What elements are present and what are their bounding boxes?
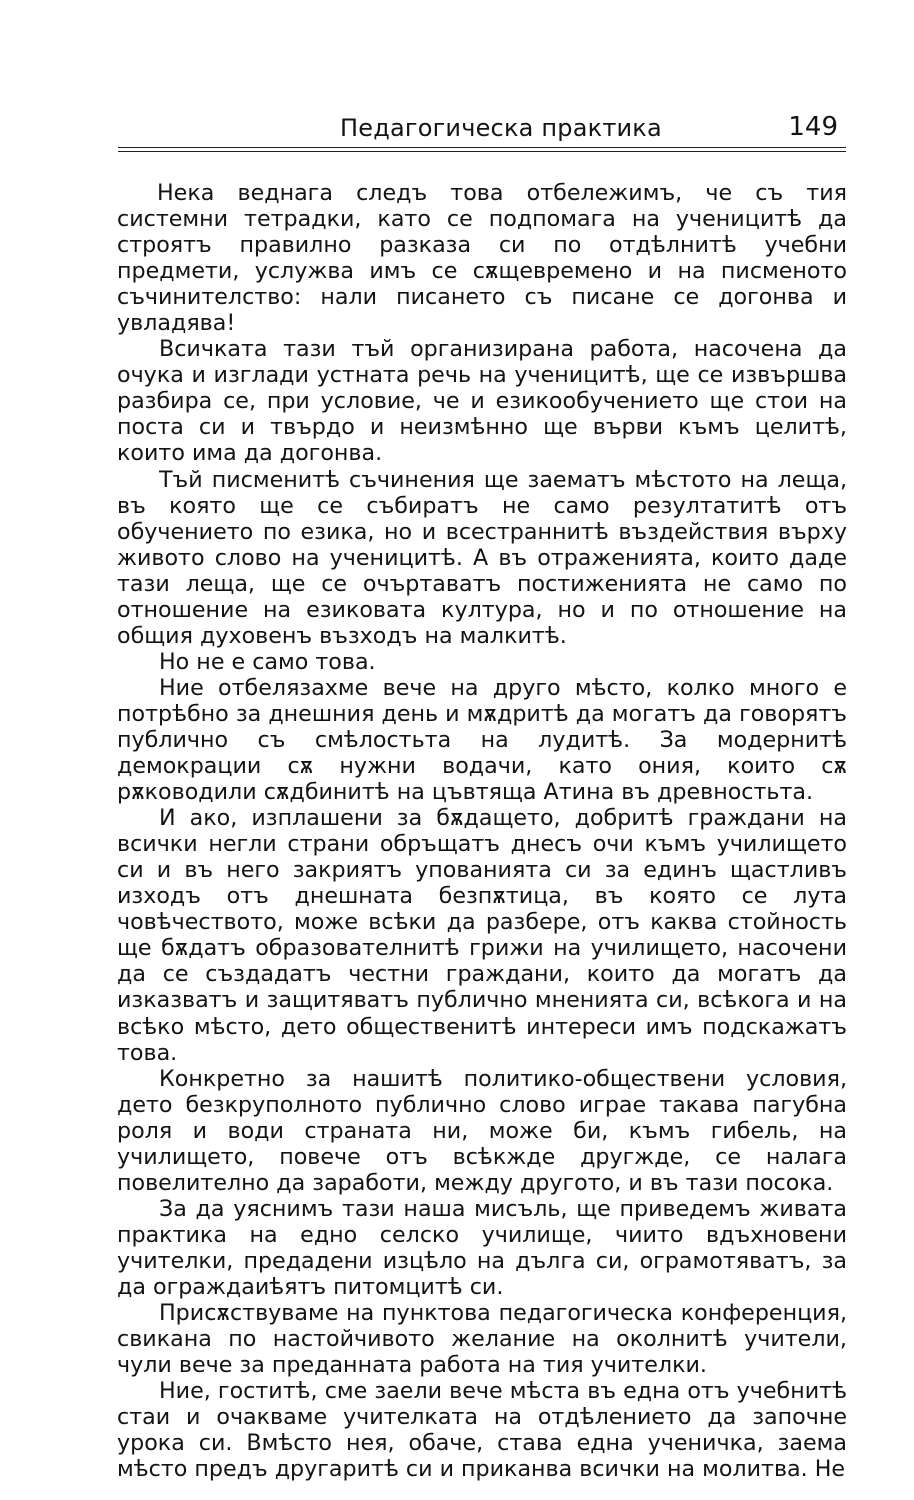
- paragraph: Всичката тази тъй организирана работа, насочена да очука и изглади устната речь на ученицитѣ, ще се извършва разбира се, при условие, че и езикообучението ще стои на поста си и твърдо и неизмѣнно ще върви къмъ целитѣ, които има да догонва.: [117, 336, 847, 467]
- paragraph: Тъй писменитѣ съчинения ще заематъ мѣстото на леща, въ която ще се събиратъ не само резултатитѣ отъ обучението по езика, но и всестраннитѣ въздействия върху живото слово на ученицитѣ. А въ отраженията, които даде тази леща, ще се очъртаватъ постиженията не само по отношение на езиковата култура, но и по отношение на общия духовенъ възходъ на малкитѣ.: [117, 466, 847, 649]
- paragraph: Присѫствуваме на пунктова педагогическа конференция, свикана по настойчивото желание на околнитѣ учители, чули вече за преданната работа на тия учителки.: [117, 1300, 847, 1379]
- header-rule: [118, 147, 846, 148]
- paragraph: Ние, гоститѣ, сме заели вече мѣста въ една отъ учебнитѣ стаи и очакваме учителката на отдѣлението да започне урока си. Вмѣсто нея, обаче, става една ученичка, заема мѣсто предъ другаритѣ си и приканва всички на молитва. Не: [117, 1378, 847, 1483]
- body-text: [117, 180, 847, 1482]
- paragraph: Ние отбелязахме вече на друго мѣсто, колко много е потрѣбно за днешния день и мѫдритѣ да могатъ да говорятъ публично съ смѣлостьта на лудитѣ. За модернитѣ демокрации сѫ нужни водачи, като ония, които сѫ рѫководили сѫдбинитѣ на цъвтяща Атина въ древностьта.: [117, 674, 847, 806]
- page-header: [118, 112, 846, 152]
- page-number: 149: [788, 112, 838, 142]
- paragraph: Конкретно за нашитѣ политико-обществени условия, дето безкруполното публично слово играе такава пагубна роля и води страната ни, може би, къмъ гибель, на училището, повече отъ всѣкжде другжде, се налага повелително да заработи, между другото, и въ тази посока.: [117, 1065, 847, 1196]
- running-title: Педагогическа практика: [340, 114, 662, 142]
- header-rule: [118, 151, 846, 152]
- paragraph: И ако, изплашени за бѫдащето, добритѣ граждани на всички негли страни обръщатъ днесъ очи къмъ училището си и въ него закриятъ упованията си за единъ щастливъ изходъ отъ днешната безпѫтица, въ която се лута човѣчеството, може всѣки да разбере, отъ каква стойность ще бѫдатъ образователнитѣ грижи на училището, насочени да се създадатъ честни граждани, които да могатъ да изказватъ и защитяватъ публично мненията си, всѣкога и на всѣко мѣсто, дето общественитѣ интереси имъ подскажатъ това.: [117, 805, 847, 1066]
- paragraph: Но не е само това.: [159, 648, 376, 675]
- paragraph: За да уяснимъ тази наша мисъль, ще приведемъ живата практика на едно селско училище, чиито вдъхновени учителки, предадени изцѣло на дълга си, ограмотяватъ, за да ограждаиѣятъ питомцитѣ си.: [117, 1195, 847, 1300]
- paragraph: Нека веднага следъ това отбележимъ, че съ тия системни тетрадки, като се подпомага на ученицитѣ да строятъ правилно разказа си по отдѣлнитѣ учебни предмети, услужва имъ се сѫщевремено и на писменото съчинителство: нали писането съ писане се догонва и увладява!: [117, 180, 847, 337]
